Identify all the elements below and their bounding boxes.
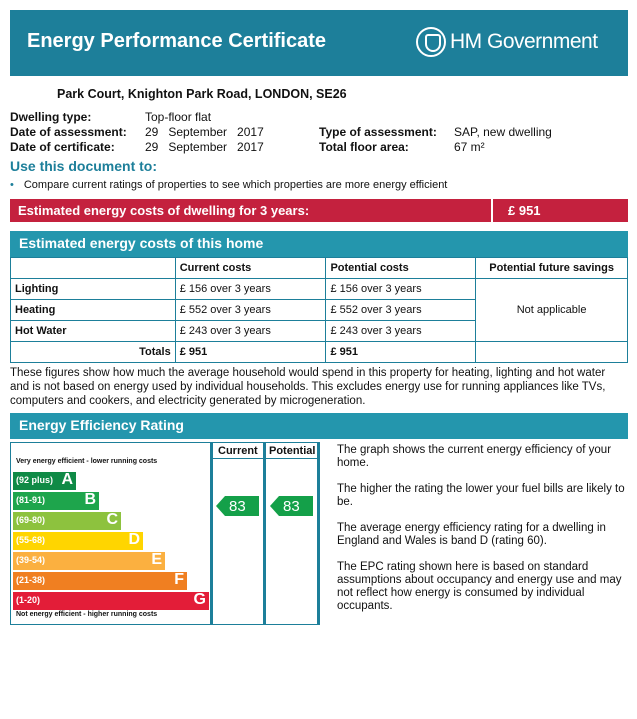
band-d: (55-68) D <box>13 532 143 550</box>
band-a: (92 plus) A <box>13 472 76 490</box>
date-certificate-label: Date of certificate: <box>10 140 115 154</box>
potential-cost: £ 552 over 3 years <box>326 300 476 321</box>
header-divider <box>210 458 320 459</box>
page-title: Energy Performance Certificate <box>27 30 327 52</box>
total-potential: £ 951 <box>326 342 476 363</box>
explanation-paragraph: The EPC rating shown here is based on standard assumptions about occupancy and energy use and may not reflect how energy is consumed by individual occupants. <box>337 561 622 612</box>
band-b: (81-91) B <box>13 492 99 510</box>
row-label: Lighting <box>11 279 176 300</box>
table-header-cell: Potential costs <box>326 258 476 279</box>
totals-empty-cell <box>476 342 628 363</box>
total-current: £ 951 <box>175 342 326 363</box>
use-document-title: Use this document to: <box>10 158 158 174</box>
estimated-cost-label: Estimated energy costs of dwelling for 3 years: <box>18 203 310 218</box>
table-header-cell <box>11 258 176 279</box>
potential-rating-value: 83 <box>283 498 300 515</box>
dwelling-type-label: Dwelling type: <box>10 110 92 124</box>
costs-table <box>10 257 628 363</box>
type-assessment-value: SAP, new dwelling <box>454 125 552 139</box>
epc-header <box>10 10 628 76</box>
column-divider <box>263 443 266 625</box>
type-assessment-label: Type of assessment: <box>319 125 437 139</box>
current-column-header: Current <box>218 445 258 457</box>
band-e: (39-54) E <box>13 552 165 570</box>
band-f: (21-38) F <box>13 572 187 590</box>
hm-government-text: HM Government <box>450 30 598 53</box>
floor-area-label: Total floor area: <box>319 140 409 154</box>
row-label: Heating <box>11 300 176 321</box>
dwelling-type-value: Top-floor flat <box>145 110 212 124</box>
explanation-paragraph: The higher the rating the lower your fuel bills are likely to be. <box>337 483 625 508</box>
table-row <box>11 279 628 300</box>
potential-column-header: Potential <box>269 445 316 457</box>
bullet-icon: • <box>10 179 14 191</box>
date-certificate-value: 29 September 2017 <box>145 140 264 154</box>
potential-cost: £ 243 over 3 years <box>326 321 476 342</box>
totals-row <box>11 342 628 363</box>
current-rating-arrow <box>216 496 259 516</box>
chart-bottom-note: Not energy efficient - higher running costs <box>16 611 158 618</box>
chart-top-note: Very energy efficient - lower running costs <box>16 458 158 465</box>
table-header-row <box>11 258 628 279</box>
property-address: Park Court, Knighton Park Road, LONDON, SE26 <box>57 87 347 101</box>
potential-savings: Not applicable <box>476 279 628 342</box>
estimated-cost-bar <box>10 199 628 222</box>
potential-cost: £ 156 over 3 years <box>326 279 476 300</box>
current-cost: £ 243 over 3 years <box>175 321 326 342</box>
divider <box>491 199 493 222</box>
row-label: Hot Water <box>11 321 176 342</box>
potential-rating-arrow <box>270 496 313 516</box>
estimated-cost-value: £ 951 <box>508 203 541 218</box>
current-rating-value: 83 <box>229 498 246 515</box>
table-header-cell: Current costs <box>175 258 326 279</box>
hm-government-logo <box>416 26 598 58</box>
figures-note: These figures show how much the average household would spend in this property for heating, lighting and hot water and is not based on energy used by individual households. This excludes energy use for running appliances like TVs, computers and cookers, and electricity generated by microgeneration. <box>10 367 606 407</box>
use-document-bullet <box>10 179 447 191</box>
costs-section-title: Estimated energy costs of this home <box>10 231 628 257</box>
band-g: (1-20) G <box>13 592 209 610</box>
column-divider <box>317 443 320 625</box>
current-cost: £ 156 over 3 years <box>175 279 326 300</box>
efficiency-rating-chart <box>10 442 320 625</box>
date-assessment-label: Date of assessment: <box>10 125 127 139</box>
table-header-cell: Potential future savings <box>476 258 628 279</box>
royal-crest-icon <box>416 27 446 57</box>
column-divider <box>210 443 213 625</box>
current-cost: £ 552 over 3 years <box>175 300 326 321</box>
date-assessment-value: 29 September 2017 <box>145 125 264 139</box>
totals-label: Totals <box>11 342 176 363</box>
explanation-paragraph: The average energy efficiency rating for a dwelling in England and Wales is band D (rating 60). <box>337 522 606 547</box>
efficiency-section-title: Energy Efficiency Rating <box>10 413 628 439</box>
floor-area-value: 67 m² <box>454 140 485 154</box>
explanation-paragraph: The graph shows the current energy efficiency of your home. <box>337 444 612 469</box>
efficiency-explanation <box>337 444 629 626</box>
bullet-text: Compare current ratings of properties to see which properties are more energy efficient <box>23 179 448 191</box>
band-c: (69-80) C <box>13 512 121 530</box>
